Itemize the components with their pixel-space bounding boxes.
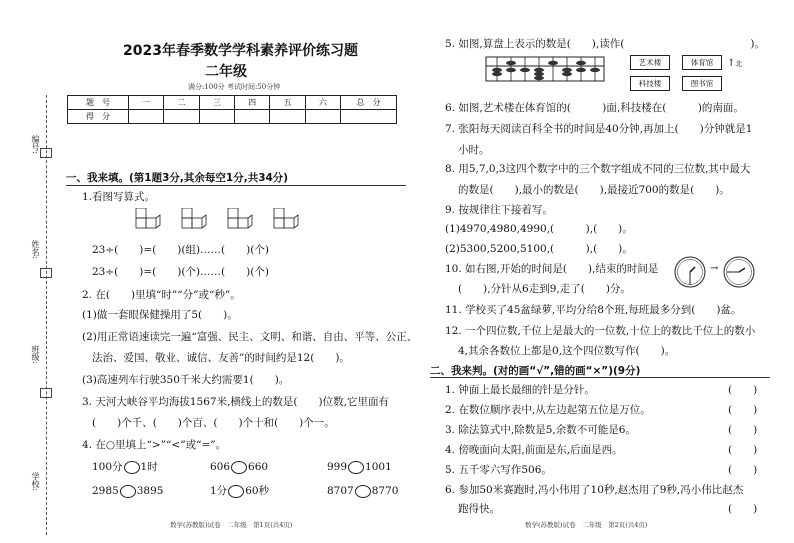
q10-line1[interactable]: 10. 如右图,开始的时间是( ),结束的时间是 xyxy=(445,263,659,275)
q8-line2[interactable]: 的数是( ),最小的数是( ),最接近700的数是( )。 xyxy=(458,184,730,196)
q9-b[interactable]: (2)5300,5200,5100,( ),( )。 xyxy=(445,243,633,255)
compare-left: 999 xyxy=(327,461,348,473)
q4-row2 xyxy=(92,484,163,498)
score-input[interactable] xyxy=(129,110,164,124)
compare-circle[interactable] xyxy=(124,461,140,474)
building-tech: 科技楼 xyxy=(630,76,670,91)
compare-right: 60秒 xyxy=(245,485,270,497)
q7-line1[interactable]: 7. 张阳每天阅读百科全书的时间是40分钟,再加上( )分钟就是1 xyxy=(445,123,753,135)
q4-row1 xyxy=(210,460,268,474)
judge-item-1: 1. 钟面上最长最细的针是分针。 xyxy=(445,384,595,396)
footer-left: 数学(苏教版)试卷 二年级 第1页(共4页) xyxy=(170,521,293,529)
compare-left: 8707 xyxy=(327,485,354,497)
cube-group xyxy=(136,208,160,228)
building-library: 图书馆 xyxy=(682,76,722,91)
score-input[interactable] xyxy=(234,110,269,124)
q7-line2: 小时。 xyxy=(458,144,490,156)
q9-a[interactable]: (1)4970,4980,4990,( ),( )。 xyxy=(445,223,633,235)
q2-c[interactable]: (3)高速列车行驶350千米大约需要1( )。 xyxy=(82,374,290,386)
building-gym: 体育馆 xyxy=(682,55,722,70)
binding-line xyxy=(46,95,47,535)
margin-box xyxy=(40,148,52,158)
compare-left: 606 xyxy=(210,461,231,473)
q2-b2[interactable]: 法治、爱国、敬业、诚信、友善”的时间约是12( )。 xyxy=(92,352,350,364)
compare-right: 3895 xyxy=(136,485,164,497)
compare-circle[interactable] xyxy=(228,485,244,498)
judge-answer-5[interactable]: ( ) xyxy=(728,464,758,476)
compare-left: 100分 xyxy=(92,461,123,473)
compare-left: 1分 xyxy=(210,485,228,497)
judge-answer-2[interactable]: ( ) xyxy=(728,404,758,416)
judge-item-3: 3. 除法算式中,除数是5,余数不可能是6。 xyxy=(445,424,636,436)
score-cell: 一 xyxy=(129,96,164,110)
arrow-icon: → xyxy=(710,263,719,274)
clock-end-illustration xyxy=(722,255,756,289)
score-cell: 二 xyxy=(164,96,199,110)
q12-line1: 12. 一个四位数,千位上是最大的一位数,十位上的数比千位上的数小 xyxy=(445,325,756,337)
footer-right: 数学(苏教版)试卷 二年级 第2页(共4页) xyxy=(525,521,648,529)
score-input[interactable] xyxy=(305,110,340,124)
q4-row2 xyxy=(327,484,398,498)
q3-line1[interactable]: 3. 天河大峡谷平均海拔1567米,横线上的数是( )位数,它里面有 xyxy=(82,396,389,408)
cube-groups-illustration xyxy=(130,208,310,238)
q11-text[interactable]: 11. 学校买了45盆绿萝,平均分给8个班,每班最多分到( )盆。 xyxy=(445,304,742,316)
north-arrow-icon: ↑北 xyxy=(727,58,743,69)
score-input[interactable] xyxy=(164,110,199,124)
judge-item-6: 6. 参加50米赛跑时,冯小伟用了10秒,赵杰用了9秒,冯小伟比赵杰 xyxy=(445,484,744,496)
judge-item-2: 2. 在数位顺序表中,从左边起第五位是万位。 xyxy=(445,404,651,416)
score-cell: 总 分 xyxy=(341,96,397,110)
score-table xyxy=(67,95,397,124)
q4-row2 xyxy=(210,484,269,498)
side-label-class: 班级: xyxy=(31,345,40,364)
score-cell: 六 xyxy=(305,96,340,110)
judge-item-4: 4. 傍晚面向太阳,前面是东,后面是西。 xyxy=(445,444,623,456)
score-cell: 题 号 xyxy=(68,96,129,110)
q2-label: 2. 在( )里填“时”“分”或“秒”。 xyxy=(82,289,241,301)
compare-right: 8770 xyxy=(371,485,399,497)
judge-item-6-cont: 跑得快。 xyxy=(458,503,500,515)
exam-title: 2023年春季数学学科素养评价练习题 xyxy=(123,43,358,59)
side-label-name: 姓名: xyxy=(31,240,40,259)
q5-text[interactable]: 5. 如图,算盘上表示的数是( ),读作( )。 xyxy=(445,38,765,50)
margin-box xyxy=(40,388,52,398)
section-rule xyxy=(66,185,406,186)
section2-heading: 二、我来判。(对的画“√”,错的画“×”)(9分) xyxy=(430,365,641,377)
q2-b1: (2)用正常语速读完一遍“富强、民主、文明、和谐、自由、平等、公正、 xyxy=(82,331,418,343)
clock-start-illustration xyxy=(673,255,707,289)
compare-right: 660 xyxy=(248,461,269,473)
margin-box xyxy=(40,268,52,278)
q4-row1 xyxy=(92,460,158,474)
score-input[interactable] xyxy=(199,110,234,124)
q4-label: 4. 在○里填上“>”“<”或“=”。 xyxy=(82,439,227,451)
compare-circle[interactable] xyxy=(231,461,247,474)
score-input[interactable] xyxy=(341,110,397,124)
q12-line2[interactable]: 4,其余各数位上都是0,这个四位数写作( )。 xyxy=(458,345,676,357)
compare-left: 2985 xyxy=(92,485,119,497)
score-cell: 四 xyxy=(234,96,269,110)
q4-row1 xyxy=(327,460,392,474)
compare-right: 1001 xyxy=(365,461,392,473)
q9-label: 9. 按规律往下接着写。 xyxy=(445,204,553,216)
exam-meta: 满分:100分 考试时间:50分钟 xyxy=(188,83,281,91)
section1-heading: 一、我来填。(第1题3分,其余每空1分,共34分) xyxy=(66,172,289,184)
q3-line2[interactable]: ( )个千、( )个百、( )个十和( )个一。 xyxy=(92,417,335,429)
q10-line2[interactable]: ( ),分针从6走到9,走了( )分。 xyxy=(458,283,631,295)
section-rule xyxy=(430,377,770,378)
q1-line1[interactable]: 23÷( )=( )(组)……( )(个) xyxy=(92,244,269,256)
q2-a[interactable]: (1)做一套眼保健操用了5( )。 xyxy=(82,309,238,321)
judge-answer-1[interactable]: ( ) xyxy=(728,384,758,396)
q1-label: 1.看图写算式。 xyxy=(82,191,156,203)
side-label-number: 编号: xyxy=(31,135,40,154)
judge-item-5: 5. 五千零六写作506。 xyxy=(445,464,552,476)
score-cell: 得 分 xyxy=(68,110,129,124)
grade-title: 二年级 xyxy=(205,64,247,80)
score-cell: 三 xyxy=(199,96,234,110)
judge-answer-6[interactable]: ( ) xyxy=(728,503,758,515)
judge-answer-3[interactable]: ( ) xyxy=(728,424,758,436)
q1-line2[interactable]: 23÷( )=( )(个)……( )(个) xyxy=(92,266,269,278)
judge-answer-4[interactable]: ( ) xyxy=(728,444,758,456)
abacus-illustration xyxy=(485,55,605,83)
compare-circle[interactable] xyxy=(355,485,371,498)
compare-circle[interactable] xyxy=(120,485,136,498)
score-input[interactable] xyxy=(270,110,305,124)
side-label-school: 学校: xyxy=(31,472,40,491)
building-art: 艺术楼 xyxy=(630,55,670,70)
compare-right: 1时 xyxy=(140,461,158,473)
q8-line1: 8. 用5,7,0,3这四个数字中的三个数字组成不同的三位数,其中最大 xyxy=(445,163,751,175)
score-cell: 五 xyxy=(270,96,305,110)
q6-text[interactable]: 6. 如图,艺术楼在体育馆的( )面,科技楼在( )的南面。 xyxy=(445,102,744,114)
compare-circle[interactable] xyxy=(348,461,364,474)
